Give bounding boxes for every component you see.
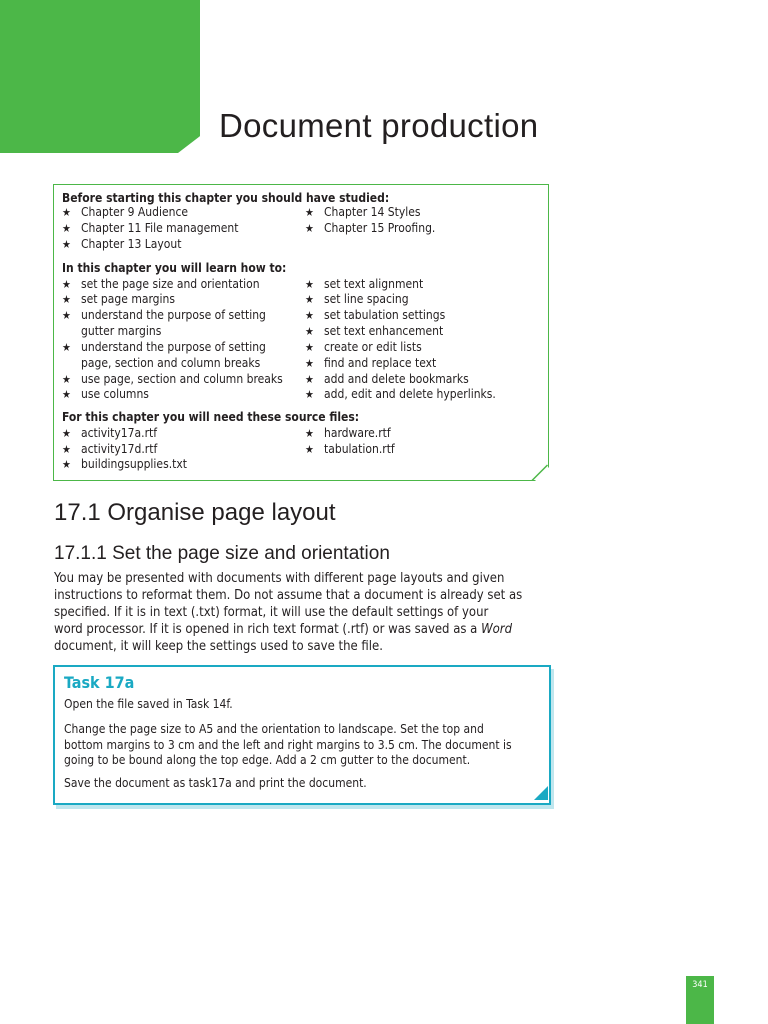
star-bullet-icon: ★ [62, 373, 71, 386]
prereq-item: ★ Chapter 15 Proofing. [305, 221, 436, 235]
star-bullet-icon: ★ [305, 388, 314, 401]
star-bullet-icon: ★ [62, 206, 71, 219]
star-bullet-icon: ★ [305, 443, 314, 456]
learn-item: ★ set tabulation settings [305, 308, 446, 322]
star-bullet-icon: ★ [305, 222, 314, 235]
learn-item: ★ set line spacing [305, 292, 409, 306]
star-bullet-icon: ★ [305, 427, 314, 440]
source-file-item: ★ activity17a.rtf [62, 426, 158, 440]
learn-item: ★ create or edit lists [305, 340, 422, 354]
star-bullet-icon: ★ [305, 278, 314, 291]
learn-item: ★ use page, section and column breaks [62, 372, 283, 386]
prereq-heading: Before starting this chapter you should have studied: [62, 191, 390, 205]
star-bullet-icon: ★ [62, 222, 71, 235]
learn-item: ★ understand the purpose of setting page, section and column breaks [62, 340, 266, 370]
star-bullet-icon: ★ [62, 458, 71, 471]
source-file-item: ★ hardware.rtf [305, 426, 391, 440]
star-bullet-icon: ★ [305, 293, 314, 306]
source-file-item: ★ tabulation.rtf [305, 442, 395, 456]
learn-item: ★ understand the purpose of setting gutter margins [62, 308, 266, 338]
star-bullet-icon: ★ [62, 293, 71, 306]
star-bullet-icon: ★ [62, 427, 71, 440]
learn-heading: In this chapter you will learn how to: [62, 261, 287, 275]
sources-heading: For this chapter you will need these source files: [62, 410, 360, 424]
prereq-item: ★ Chapter 9 Audience [62, 205, 189, 219]
star-bullet-icon: ★ [305, 325, 314, 338]
star-bullet-icon: ★ [305, 357, 314, 370]
star-bullet-icon: ★ [62, 341, 71, 354]
chapter-tab [0, 0, 200, 153]
task-instruction: Open the file saved in Task 14f. [64, 697, 233, 711]
task-title: Task 17a [64, 673, 135, 692]
prereq-item: ★ Chapter 14 Styles [305, 205, 421, 219]
body-paragraph: You may be presented with documents with different page layouts and given instructions to reformat them. Do not assume that a document is already set as specified. If it is in text (.txt) format, it will use the default settings of your word processor. If it is opened in rich text format (.rtf) or was saved as a Word document, it will keep the settings used to save the file. [54, 571, 523, 654]
subsection-heading: 17.1.1 Set the page size and orientation [54, 543, 390, 564]
box-corner-fold [530, 463, 550, 483]
star-bullet-icon: ★ [62, 278, 71, 291]
chapter-number: 17 [635, 69, 732, 155]
page-number: 341 [692, 980, 708, 990]
star-bullet-icon: ★ [62, 238, 71, 251]
learn-item: ★ find and replace text [305, 356, 437, 370]
chapter-title: Document production [219, 107, 539, 144]
star-bullet-icon: ★ [305, 206, 314, 219]
learn-item: ★ set page margins [62, 292, 176, 306]
prereq-item: ★ Chapter 11 File management [62, 221, 239, 235]
task-instruction: Save the document as task17a and print the document. [64, 776, 367, 790]
star-bullet-icon: ★ [62, 388, 71, 401]
star-bullet-icon: ★ [305, 341, 314, 354]
learn-item: ★ add, edit and delete hyperlinks. [305, 387, 496, 401]
learn-item: ★ add and delete bookmarks [305, 372, 469, 386]
star-bullet-icon: ★ [305, 309, 314, 322]
prereq-item: ★ Chapter 13 Layout [62, 237, 182, 251]
star-bullet-icon: ★ [62, 309, 71, 322]
star-bullet-icon: ★ [62, 443, 71, 456]
section-heading: 17.1 Organise page layout [54, 499, 336, 526]
learn-item: ★ set text alignment [305, 277, 424, 291]
task-instruction: Change the page size to A5 and the orientation to landscape. Set the top and bottom margins to 3 cm and the left and right margins to 3.5 cm. The document is going to be bound along the top edge. Add a 2 cm gutter to the document. [64, 722, 512, 767]
star-bullet-icon: ★ [305, 373, 314, 386]
learn-item: ★ set the page size and orientation [62, 277, 260, 291]
source-file-item: ★ activity17d.rtf [62, 442, 158, 456]
source-file-item: ★ buildingsupplies.txt [62, 457, 187, 471]
learn-item: ★ set text enhancement [305, 324, 444, 338]
learn-item: ★ use columns [62, 387, 149, 401]
italic-word: Word [481, 622, 513, 637]
